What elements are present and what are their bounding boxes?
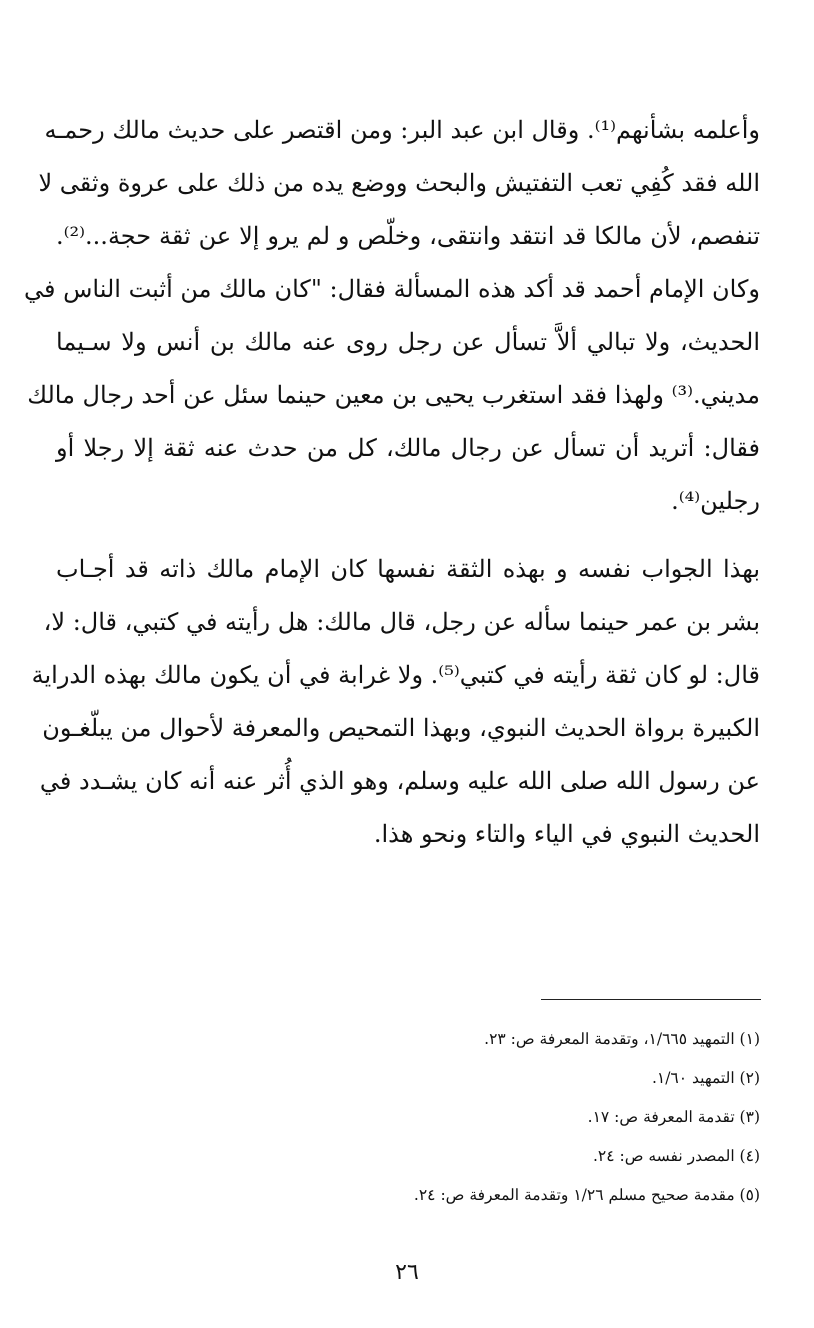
text-line: عن رسول الله صلى الله عليه وسلم، وهو الذي أُثر عنه أنه كان يشـدد في (39, 767, 760, 795)
paragraph-gap (56, 528, 760, 543)
text-line: الحديث النبوي في الياء والتاء ونحو هذا. (373, 820, 760, 848)
text-line: قال: لو كان ثقة رأيته في كتبي⁽⁵⁾. ولا غرابة في أن يكون مالك بهذه الدراية (31, 661, 760, 689)
footnote-1: (١) التمهيد ١/٦٦٥، وتقدمة المعرفة ص: ٢٣. (484, 1030, 760, 1048)
footnote-3: (٣) تقدمة المعرفة ص: ١٧. (587, 1108, 760, 1126)
text-line: الله فقد كُفِي تعب التفتيش والبحث ووضع يده من ذلك على عروة وثقى لا (38, 169, 760, 197)
text-line: تنفصم، لأن مالكا قد انتقد وانتقى، وخلّص و لم يرو إلا عن ثقة حجة...⁽²⁾. (56, 222, 760, 250)
footnote-5: (٥) مقدمة صحيح مسلم ١/٢٦ وتقدمة المعرفة ص: ٢٤. (413, 1186, 760, 1204)
text-line: فقال: أتريد أن تسأل عن رجال مالك، كل من حدث عنه ثقة إلا رجلا أو (56, 434, 760, 462)
text-line: رجلين⁽⁴⁾. (671, 487, 760, 515)
text-line: بهذا الجواب نفسه و بهذه الثقة نفسها كان الإمام مالك ذاته قد أجـاب (56, 555, 760, 583)
footnote-4: (٤) المصدر نفسه ص: ٢٤. (592, 1147, 760, 1165)
text-line: مديني.⁽³⁾ ولهذا فقد استغرب يحيى بن معين حينما سئل عن أحد رجال مالك (27, 381, 760, 409)
footnote-separator (541, 999, 761, 1000)
text-line: الكبيرة برواة الحديث النبوي، وبهذا التمحيص والمعرفة لأحوال من يبلّغـون (42, 714, 760, 742)
text-line: وكان الإمام أحمد قد أكد هذه المسألة فقال: "كان مالك من أثبت الناس في (24, 275, 760, 303)
footnote-2: (٢) التمهيد ١/٦٠. (651, 1069, 760, 1087)
text-line: الحديث، ولا تبالي ألاَّ تسأل عن رجل روى عنه مالك بن أنس ولا سـيما (56, 328, 760, 356)
footnotes (56, 1020, 760, 1215)
main-text (24, 104, 760, 861)
text-line: وأعلمه بشأنهم⁽¹⁾. وقال ابن عبد البر: ومن اقتصر على حديث مالك رحمـه (44, 116, 760, 144)
text-line: بشر بن عمر حينما سأله عن رجل، قال مالك: هل رأيته في كتبي، قال: لا، (43, 608, 760, 636)
page-number: ٢٦ (395, 1260, 419, 1285)
